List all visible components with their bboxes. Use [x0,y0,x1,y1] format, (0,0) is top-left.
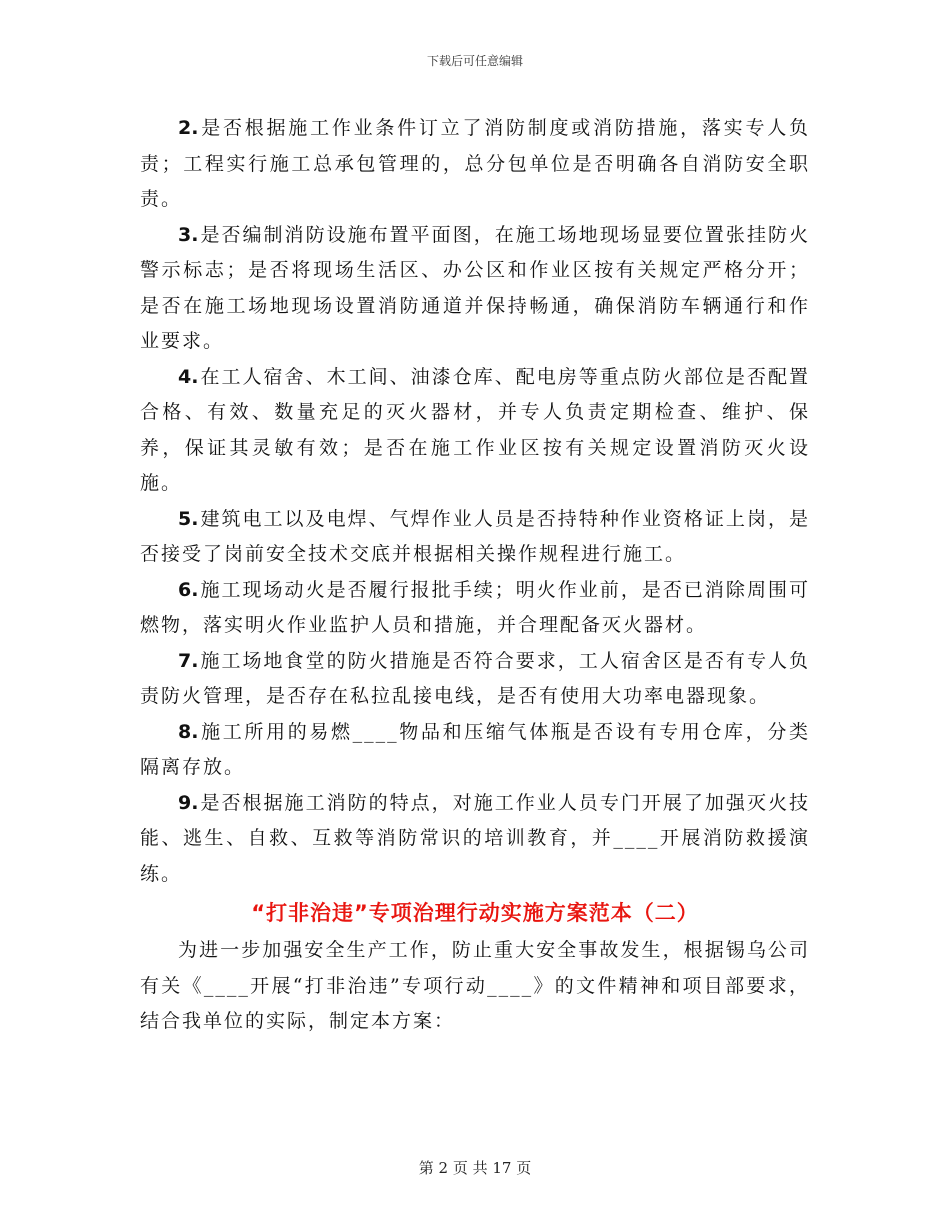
item-text: 是否编制消防设施布置平面图，在施工场地现场显要位置张挂防火警示标志；是否将现场生活区、办公区和作业区按有关规定严格分开；是否在施工场地现场设置消防通道并保持畅通，确保消防车辆通行和作业要求。 [140,223,810,352]
list-item [140,360,810,502]
item-text: 是否根据施工作业条件订立了消防制度或消防措施，落实专人负责；工程实行施工总承包管理的，总分包单位是否明确各自消防安全职责。 [140,117,810,210]
item-number: 4. [178,365,199,388]
list-item [140,786,810,893]
item-number: 8. [178,720,199,743]
list-item [140,644,810,715]
list-item [140,573,810,644]
item-text: 是否根据施工消防的特点，对施工作业人员专门开展了加强灭火技能、逃生、自救、互救等消防常识的培训教育，并____开展消防救援演练。 [140,791,810,885]
item-text: 施工所用的易燃____物品和压缩气体瓶是否设有专用仓库，分类隔离存放。 [140,720,810,778]
item-text: 在工人宿舍、木工间、油漆仓库、配电房等重点防火部位是否配置合格、有效、数量充足的灭火器材，并专人负责定期检查、维护、保养，保证其灵敏有效；是否在施工作业区按有关规定设置消防灭火设施。 [140,365,810,494]
item-text: 施工场地食堂的防火措施是否符合要求，工人宿舍区是否有专人负责防火管理，是否存在私拉乱接电线，是否有使用大功率电器现象。 [140,649,810,707]
item-number: 2. [178,117,199,139]
item-number: 3. [178,223,199,246]
list-item [140,111,810,218]
section-title: “打非治违”专项治理行动实施方案范本（二） [251,901,699,925]
item-number: 7. [178,649,199,672]
document-body [140,111,810,1040]
section-intro: 为进一步加强安全生产工作，防止重大安全事故发生，根据锡乌公司有关《____开展“打非治违”专项行动____》的文件精神和项目部要求，结合我单位的实际，制定本方案： [140,939,810,1032]
list-item [140,218,810,360]
list-item [140,502,810,573]
item-number: 9. [178,791,199,814]
page-number: 第 2 页 共 17 页 [418,1159,532,1177]
item-text: 建筑电工以及电焊、气焊作业人员是否持特种作业资格证上岗，是否接受了岗前安全技术交底并根据相关操作规程进行施工。 [140,507,810,565]
item-number: 6. [178,578,199,601]
list-item [140,715,810,786]
item-number: 5. [178,507,199,530]
page-header-note: 下载后可任意编辑 [426,54,523,68]
item-text: 施工现场动火是否履行报批手续；明火作业前，是否已消除周围可燃物，落实明火作业监护人员和措施，并合理配备灭火器材。 [140,578,810,636]
